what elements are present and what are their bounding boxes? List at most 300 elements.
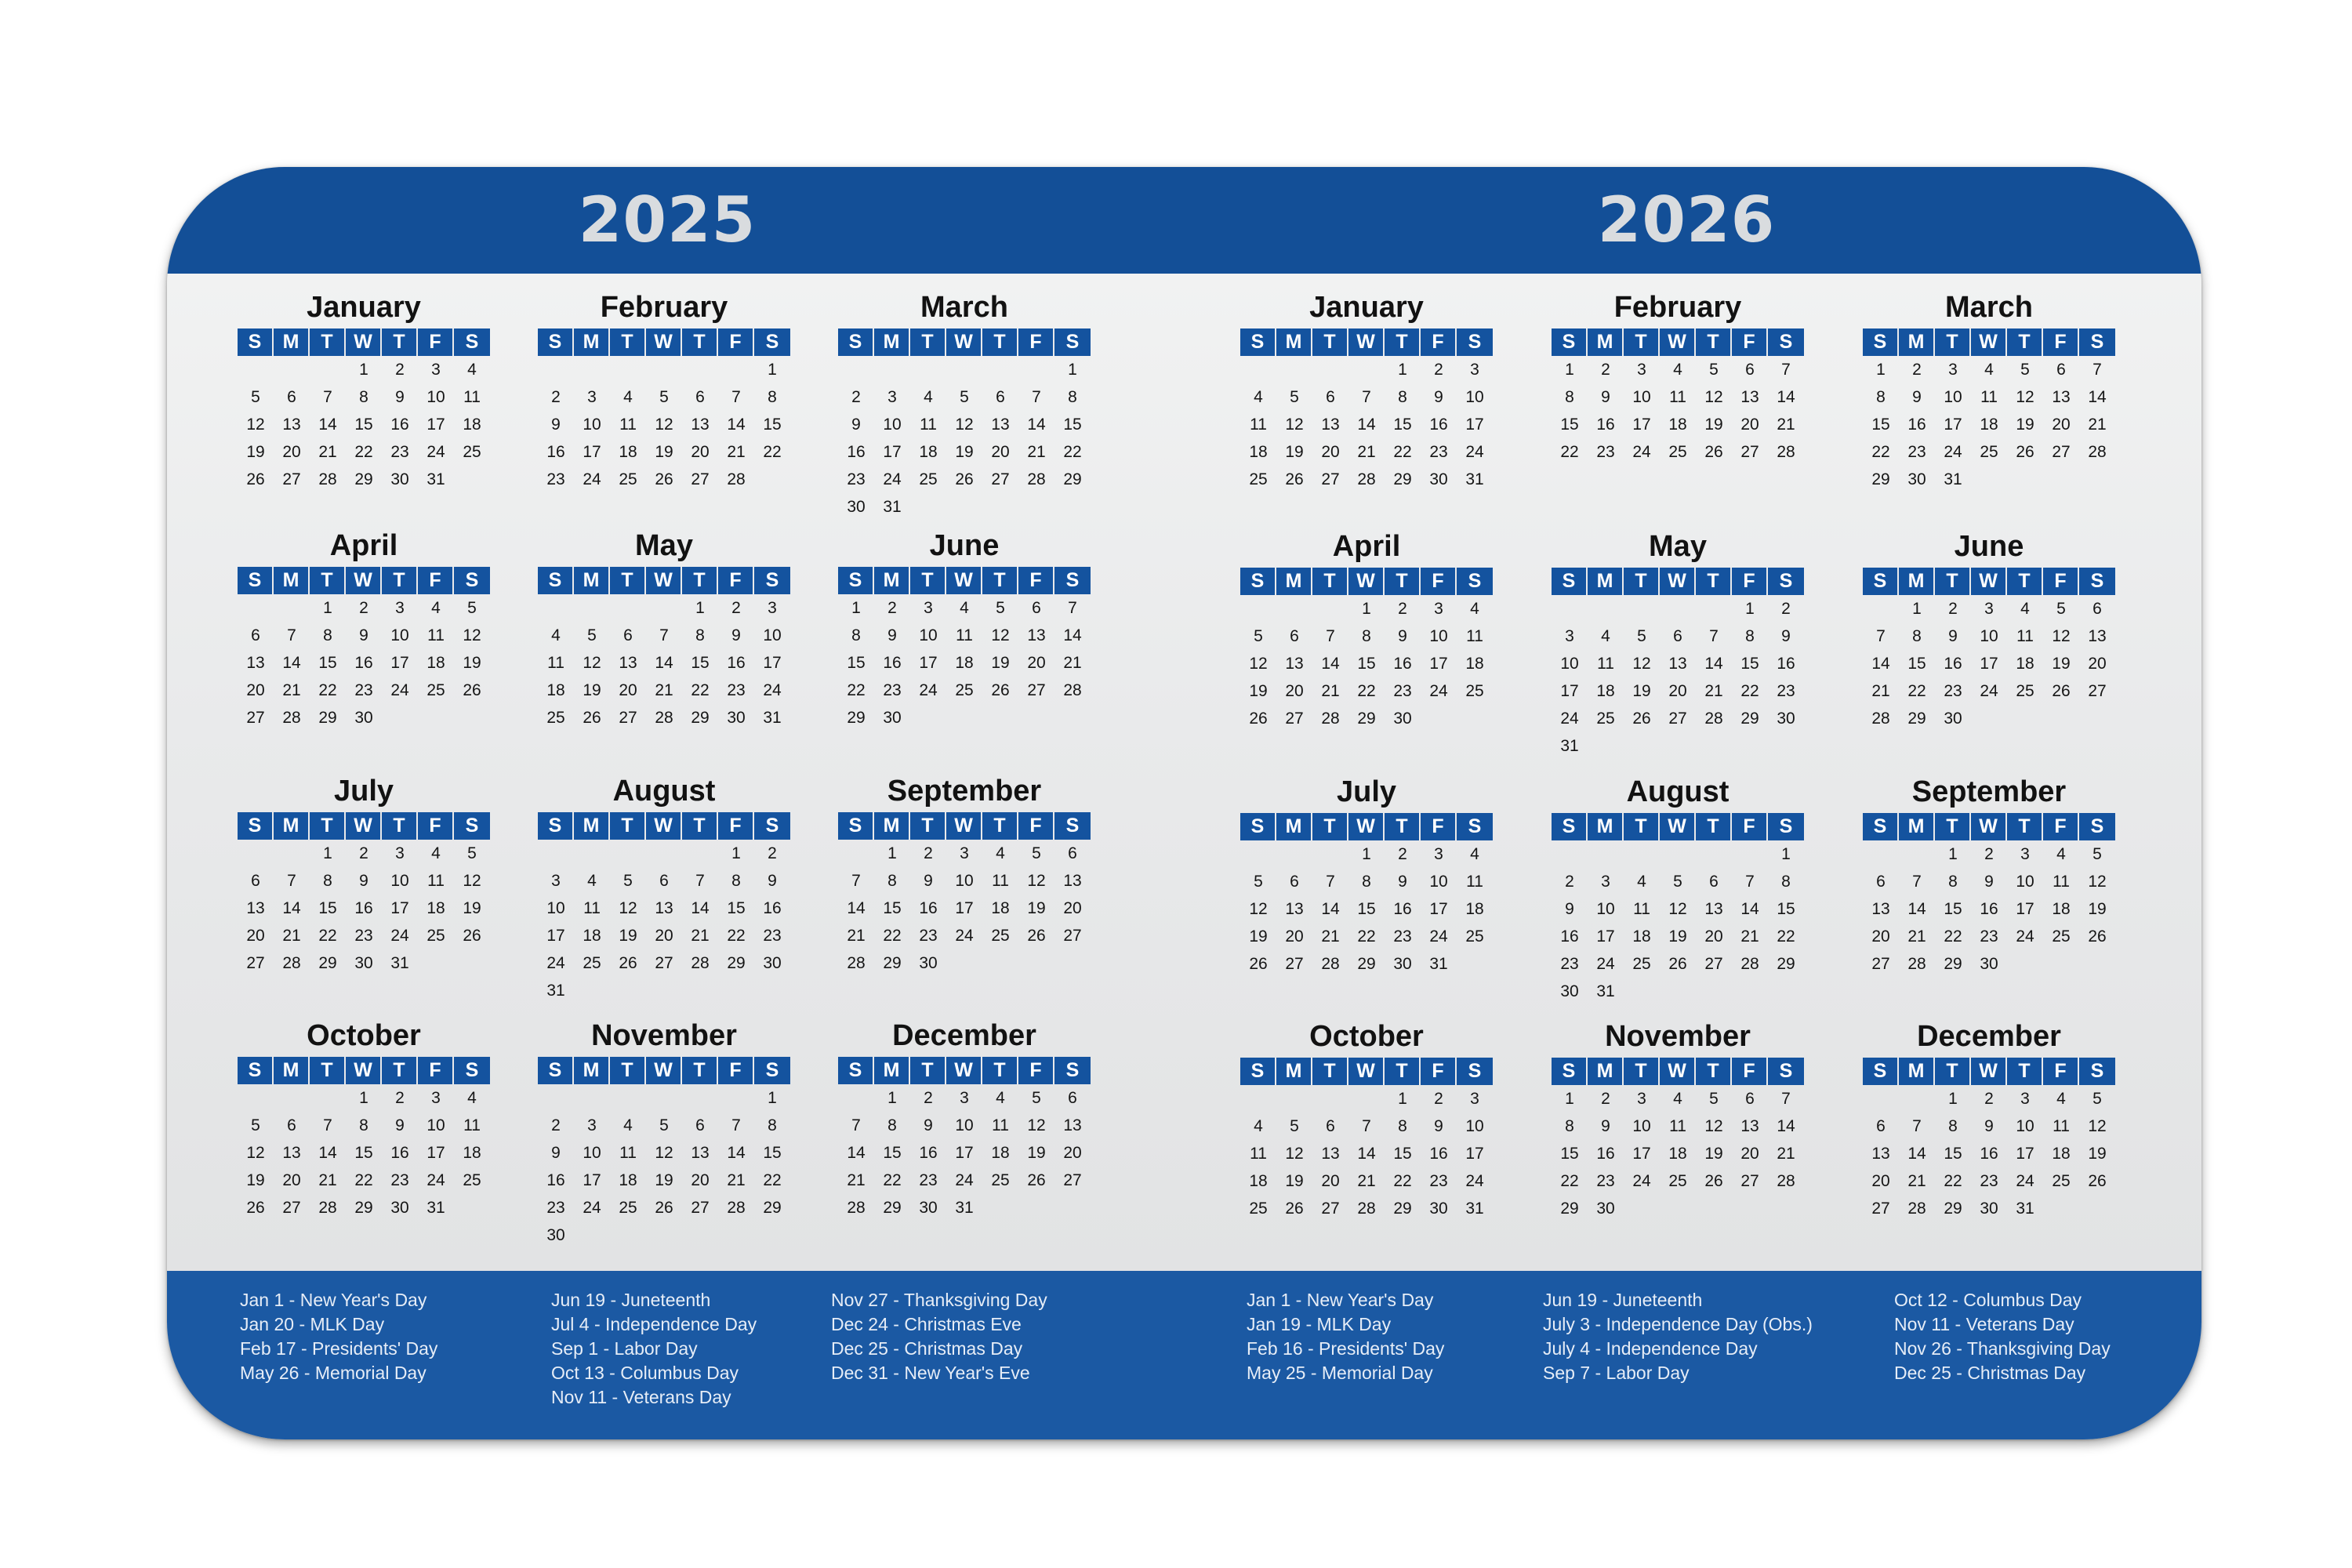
day-cell: 28 xyxy=(1777,443,1795,461)
empty-cell xyxy=(1240,1085,1276,1112)
day-cell: 13 xyxy=(1063,1116,1082,1134)
day-cell: 20 xyxy=(1871,927,1890,946)
day-cell: 8 xyxy=(1362,873,1371,891)
day-cell: 28 xyxy=(691,954,710,972)
day-cell: 7 xyxy=(851,1116,861,1134)
month-november-2025 xyxy=(538,1018,790,1249)
day-cell: 7 xyxy=(1709,627,1719,645)
day-cell: 8 xyxy=(695,626,705,644)
day-cell: 1 xyxy=(1948,1090,1958,1108)
empty-cell xyxy=(1240,840,1276,868)
holiday-item: Nov 27 - Thanksgiving Day xyxy=(831,1290,1047,1310)
day-cell: 5 xyxy=(960,388,969,406)
day-cell: 10 xyxy=(1429,627,1448,645)
day-cell: 23 xyxy=(763,927,782,945)
day-cell: 26 xyxy=(655,470,673,488)
day-cell: 19 xyxy=(1249,927,1268,946)
weekday-label: S xyxy=(754,328,790,356)
weekday-label: W xyxy=(646,1057,682,1084)
day-cell: 11 xyxy=(2053,873,2070,891)
day-cell: 12 xyxy=(1027,1116,1046,1134)
day-cell: 9 xyxy=(1398,873,1407,891)
month-name: March xyxy=(1945,291,2033,324)
day-cell: 20 xyxy=(1027,654,1046,672)
day-cell: 1 xyxy=(1876,361,1886,379)
day-cell: 15 xyxy=(1063,416,1082,434)
day-cell: 19 xyxy=(1249,682,1268,700)
weekday-label: T xyxy=(1935,568,1971,595)
day-cell: 1 xyxy=(1565,1090,1574,1108)
day-cell: 12 xyxy=(246,416,265,434)
day-cell: 2 xyxy=(1434,1090,1443,1108)
day-cell: 17 xyxy=(1560,682,1579,700)
day-cell: 10 xyxy=(883,416,902,434)
day-cell: 14 xyxy=(1027,416,1046,434)
empty-cell xyxy=(310,356,346,383)
weekday-label: T xyxy=(982,567,1018,594)
day-cell: 20 xyxy=(691,1171,710,1189)
empty-cell xyxy=(1348,356,1385,383)
weekday-header xyxy=(1240,568,1493,595)
weekday-label: M xyxy=(1899,328,1935,356)
month-april-2025 xyxy=(238,528,490,731)
day-grid xyxy=(1240,1085,1493,1222)
day-cell: 26 xyxy=(619,954,637,972)
day-cell: 15 xyxy=(354,416,373,434)
day-cell: 10 xyxy=(1632,1117,1651,1135)
day-cell: 15 xyxy=(354,1144,373,1162)
month-december-2025 xyxy=(838,1018,1091,1221)
day-cell: 4 xyxy=(1637,873,1646,891)
empty-cell xyxy=(1624,840,1660,868)
day-cell: 31 xyxy=(2016,1200,2034,1218)
weekday-label: T xyxy=(982,1057,1018,1084)
day-cell: 25 xyxy=(991,1171,1010,1189)
day-grid xyxy=(838,1084,1091,1221)
day-cell: 8 xyxy=(1362,627,1371,645)
day-cell: 15 xyxy=(1907,655,1926,673)
day-cell: 14 xyxy=(1871,655,1890,673)
day-cell: 11 xyxy=(427,626,445,644)
weekday-label: M xyxy=(274,328,310,356)
day-cell: 25 xyxy=(1668,443,1687,461)
weekday-label: T xyxy=(910,1057,946,1084)
day-cell: 27 xyxy=(1321,1200,1340,1218)
day-cell: 18 xyxy=(1465,655,1484,673)
day-cell: 25 xyxy=(919,470,938,488)
weekday-label: F xyxy=(2043,568,2079,595)
day-cell: 25 xyxy=(1249,1200,1268,1218)
empty-cell xyxy=(238,594,274,622)
day-cell: 14 xyxy=(282,654,301,672)
weekday-label: T xyxy=(1385,568,1421,595)
day-cell: 15 xyxy=(1944,1145,1962,1163)
day-cell: 9 xyxy=(1948,627,1958,645)
day-cell: 26 xyxy=(991,681,1010,699)
holiday-item: Jan 20 - MLK Day xyxy=(240,1314,385,1334)
day-grid xyxy=(1552,840,1804,1005)
day-cell: 11 xyxy=(583,899,601,917)
day-cell: 2 xyxy=(1601,361,1610,379)
day-cell: 10 xyxy=(583,416,601,434)
day-cell: 29 xyxy=(727,954,746,972)
day-cell: 15 xyxy=(1560,1145,1579,1163)
holiday-item: Feb 17 - Presidents' Day xyxy=(240,1338,438,1359)
day-cell: 22 xyxy=(1740,682,1759,700)
weekday-label: S xyxy=(1768,813,1804,840)
day-cell: 13 xyxy=(2088,627,2107,645)
day-cell: 31 xyxy=(426,470,445,488)
day-cell: 22 xyxy=(318,927,337,945)
day-cell: 16 xyxy=(763,899,782,917)
day-grid xyxy=(238,840,490,977)
day-cell: 14 xyxy=(1907,900,1926,918)
day-cell: 22 xyxy=(1357,682,1376,700)
empty-cell xyxy=(1696,595,1732,622)
day-cell: 7 xyxy=(1876,627,1886,645)
empty-cell xyxy=(274,356,310,383)
weekday-label: M xyxy=(874,567,910,594)
day-cell: 14 xyxy=(1321,655,1340,673)
day-cell: 31 xyxy=(1465,470,1484,488)
day-cell: 1 xyxy=(851,599,861,617)
month-october-2026 xyxy=(1240,1019,1493,1222)
day-cell: 20 xyxy=(1871,1172,1890,1190)
holiday-item: Feb 16 - Presidents' Day xyxy=(1247,1338,1445,1359)
weekday-label: T xyxy=(1696,568,1732,595)
day-cell: 20 xyxy=(2088,655,2107,673)
holiday-item: Jan 1 - New Year's Day xyxy=(240,1290,427,1310)
weekday-header xyxy=(838,812,1091,840)
month-march-2026 xyxy=(1863,290,2115,493)
day-cell: 13 xyxy=(246,654,265,672)
day-cell: 29 xyxy=(883,1199,902,1217)
day-cell: 17 xyxy=(763,654,782,672)
day-cell: 29 xyxy=(1944,955,1962,973)
day-cell: 8 xyxy=(1948,1117,1958,1135)
day-cell: 11 xyxy=(1250,1145,1267,1163)
day-cell: 19 xyxy=(2088,1145,2107,1163)
day-cell: 19 xyxy=(1668,927,1687,946)
day-cell: 1 xyxy=(1362,600,1371,618)
month-name: October xyxy=(1309,1020,1424,1053)
weekday-label: S xyxy=(538,812,574,840)
weekday-label: M xyxy=(874,1057,910,1084)
day-cell: 16 xyxy=(1429,416,1448,434)
day-cell: 22 xyxy=(1393,1172,1412,1190)
empty-cell xyxy=(1899,1085,1935,1112)
day-cell: 22 xyxy=(1907,682,1926,700)
day-cell: 15 xyxy=(883,899,902,917)
day-grid xyxy=(1863,1085,2115,1222)
weekday-label: M xyxy=(274,567,310,594)
day-cell: 6 xyxy=(1876,873,1886,891)
month-august-2025 xyxy=(538,774,790,1004)
day-cell: 10 xyxy=(1465,388,1484,406)
day-cell: 11 xyxy=(547,654,564,672)
day-cell: 2 xyxy=(1781,600,1791,618)
holiday-item: Dec 31 - New Year's Eve xyxy=(831,1363,1030,1383)
day-cell: 28 xyxy=(1027,470,1046,488)
day-cell: 17 xyxy=(1632,1145,1651,1163)
day-cell: 16 xyxy=(354,654,373,672)
day-cell: 4 xyxy=(2056,1090,2066,1108)
weekday-label: T xyxy=(910,328,946,356)
day-cell: 23 xyxy=(1980,927,1998,946)
day-cell: 2 xyxy=(768,844,777,862)
day-cell: 18 xyxy=(426,899,445,917)
day-cell: 24 xyxy=(1632,443,1651,461)
weekday-label: S xyxy=(1457,1058,1493,1085)
day-cell: 13 xyxy=(1740,1117,1759,1135)
day-cell: 22 xyxy=(1777,927,1795,946)
day-cell: 5 xyxy=(2092,1090,2102,1108)
day-cell: 24 xyxy=(763,681,782,699)
month-name: June xyxy=(1954,530,2024,563)
day-cell: 14 xyxy=(691,899,710,917)
day-cell: 15 xyxy=(691,654,710,672)
empty-cell xyxy=(682,1084,718,1112)
day-cell: 2 xyxy=(1984,1090,1994,1108)
day-cell: 9 xyxy=(851,416,861,434)
day-cell: 29 xyxy=(1393,470,1412,488)
day-cell: 7 xyxy=(287,626,296,644)
day-cell: 4 xyxy=(467,361,477,379)
weekday-label: F xyxy=(418,328,454,356)
weekday-label: W xyxy=(1348,568,1385,595)
day-cell: 19 xyxy=(2088,900,2107,918)
day-cell: 19 xyxy=(1027,1144,1046,1162)
day-cell: 15 xyxy=(1871,416,1890,434)
day-cell: 22 xyxy=(847,681,866,699)
day-cell: 20 xyxy=(282,1171,301,1189)
weekday-label: W xyxy=(1660,568,1696,595)
weekday-header xyxy=(838,328,1091,356)
day-cell: 30 xyxy=(1980,955,1998,973)
weekday-header xyxy=(538,567,790,594)
day-cell: 10 xyxy=(763,626,782,644)
month-march-2025 xyxy=(838,290,1091,521)
day-cell: 29 xyxy=(883,954,902,972)
day-cell: 22 xyxy=(1560,443,1579,461)
day-cell: 21 xyxy=(1777,1145,1795,1163)
day-cell: 27 xyxy=(1285,710,1304,728)
weekday-label: T xyxy=(310,567,346,594)
day-cell: 28 xyxy=(1321,710,1340,728)
weekday-label: F xyxy=(1018,328,1054,356)
weekday-header xyxy=(538,328,790,356)
day-cell: 17 xyxy=(390,899,409,917)
day-cell: 3 xyxy=(1948,361,1958,379)
day-cell: 20 xyxy=(1063,1144,1082,1162)
calendar-mat xyxy=(167,167,2201,1439)
day-cell: 13 xyxy=(691,1144,710,1162)
day-cell: 24 xyxy=(390,927,409,945)
weekday-label: T xyxy=(382,812,418,840)
day-cell: 2 xyxy=(1912,361,1922,379)
day-cell: 20 xyxy=(1740,416,1759,434)
holidays-2025-col-3 xyxy=(831,1288,1047,1385)
empty-cell xyxy=(874,356,910,383)
day-cell: 3 xyxy=(1470,361,1479,379)
day-cell: 12 xyxy=(619,899,637,917)
month-may-2025 xyxy=(538,528,790,731)
day-cell: 18 xyxy=(1465,900,1484,918)
day-cell: 17 xyxy=(1429,655,1448,673)
day-cell: 3 xyxy=(960,1089,969,1107)
day-cell: 26 xyxy=(1027,927,1046,945)
weekday-label: S xyxy=(838,328,874,356)
weekday-label: F xyxy=(718,1057,754,1084)
weekday-label: S xyxy=(1552,813,1588,840)
day-cell: 4 xyxy=(623,388,633,406)
day-cell: 6 xyxy=(1290,873,1299,891)
day-cell: 21 xyxy=(847,1171,866,1189)
day-cell: 20 xyxy=(2052,416,2071,434)
day-cell: 11 xyxy=(1597,655,1614,673)
day-cell: 6 xyxy=(695,388,705,406)
empty-cell xyxy=(646,840,682,867)
day-cell: 20 xyxy=(691,443,710,461)
day-cell: 3 xyxy=(431,1089,441,1107)
day-cell: 10 xyxy=(390,872,409,890)
day-grid xyxy=(538,594,790,731)
day-cell: 4 xyxy=(1673,361,1682,379)
day-cell: 5 xyxy=(659,388,669,406)
day-cell: 7 xyxy=(1032,388,1041,406)
day-cell: 26 xyxy=(2016,443,2034,461)
weekday-label: S xyxy=(1768,328,1804,356)
day-cell: 1 xyxy=(695,599,705,617)
day-cell: 3 xyxy=(1434,845,1443,863)
day-cell: 3 xyxy=(1565,627,1574,645)
day-cell: 10 xyxy=(1980,627,1998,645)
day-cell: 8 xyxy=(731,872,741,890)
day-cell: 18 xyxy=(583,927,601,945)
day-cell: 29 xyxy=(1560,1200,1579,1218)
day-cell: 7 xyxy=(323,1116,332,1134)
weekday-label: W xyxy=(1971,813,2007,840)
day-cell: 15 xyxy=(318,654,337,672)
day-cell: 14 xyxy=(727,416,746,434)
day-cell: 30 xyxy=(1944,710,1962,728)
day-cell: 18 xyxy=(619,1171,637,1189)
weekday-label: W xyxy=(946,328,982,356)
day-cell: 23 xyxy=(919,927,938,945)
weekday-label: S xyxy=(1240,813,1276,840)
day-cell: 6 xyxy=(251,872,260,890)
weekday-label: S xyxy=(1054,328,1091,356)
day-cell: 2 xyxy=(731,599,741,617)
weekday-label: F xyxy=(718,567,754,594)
day-cell: 2 xyxy=(924,844,933,862)
weekday-header xyxy=(238,567,490,594)
day-cell: 27 xyxy=(1871,955,1890,973)
empty-cell xyxy=(1276,356,1312,383)
empty-cell xyxy=(274,1084,310,1112)
day-cell: 11 xyxy=(1250,416,1267,434)
month-name: July xyxy=(1336,775,1397,808)
weekday-label: M xyxy=(274,1057,310,1084)
day-cell: 14 xyxy=(1907,1145,1926,1163)
day-cell: 10 xyxy=(1632,388,1651,406)
day-cell: 24 xyxy=(1560,710,1579,728)
empty-cell xyxy=(1588,840,1624,868)
day-cell: 21 xyxy=(655,681,673,699)
day-cell: 26 xyxy=(1249,955,1268,973)
day-cell: 13 xyxy=(1027,626,1046,644)
day-cell: 12 xyxy=(246,1144,265,1162)
day-cell: 27 xyxy=(691,1199,710,1217)
day-cell: 18 xyxy=(463,416,481,434)
day-cell: 17 xyxy=(1632,416,1651,434)
day-cell: 24 xyxy=(1632,1172,1651,1190)
weekday-label: S xyxy=(1054,1057,1091,1084)
day-cell: 26 xyxy=(1285,1200,1304,1218)
day-cell: 28 xyxy=(1871,710,1890,728)
day-cell: 23 xyxy=(546,1199,565,1217)
day-cell: 10 xyxy=(546,899,565,917)
weekday-label: M xyxy=(1588,568,1624,595)
day-cell: 4 xyxy=(2056,845,2066,863)
weekday-label: T xyxy=(382,1057,418,1084)
day-cell: 17 xyxy=(1465,1145,1484,1163)
holiday-item: Dec 25 - Christmas Day xyxy=(831,1338,1023,1359)
day-cell: 28 xyxy=(1357,1200,1376,1218)
day-cell: 3 xyxy=(1637,361,1646,379)
day-cell: 16 xyxy=(1596,416,1615,434)
empty-cell xyxy=(238,356,274,383)
day-cell: 13 xyxy=(282,1144,301,1162)
day-grid xyxy=(238,1084,490,1221)
empty-cell xyxy=(838,840,874,867)
day-cell: 26 xyxy=(1704,443,1723,461)
day-cell: 1 xyxy=(1948,845,1958,863)
weekday-label: T xyxy=(2007,1058,2043,1085)
weekday-header xyxy=(1863,328,2115,356)
day-cell: 2 xyxy=(1984,845,1994,863)
day-cell: 9 xyxy=(768,872,777,890)
day-cell: 14 xyxy=(1777,1117,1795,1135)
day-cell: 27 xyxy=(991,470,1010,488)
day-cell: 4 xyxy=(467,1089,477,1107)
day-cell: 12 xyxy=(1027,872,1046,890)
day-cell: 11 xyxy=(1466,627,1483,645)
day-cell: 1 xyxy=(1398,361,1407,379)
day-cell: 2 xyxy=(359,844,368,862)
day-cell: 2 xyxy=(1565,873,1574,891)
day-cell: 23 xyxy=(919,1171,938,1189)
day-grid xyxy=(1552,595,1804,760)
day-cell: 5 xyxy=(1254,627,1263,645)
day-cell: 19 xyxy=(991,654,1010,672)
day-cell: 13 xyxy=(1321,416,1340,434)
day-cell: 28 xyxy=(1357,470,1376,488)
day-cell: 8 xyxy=(1876,388,1886,406)
day-cell: 27 xyxy=(246,709,265,727)
day-cell: 16 xyxy=(546,1171,565,1189)
day-cell: 4 xyxy=(623,1116,633,1134)
day-cell: 6 xyxy=(1290,627,1299,645)
day-cell: 24 xyxy=(1429,682,1448,700)
day-cell: 21 xyxy=(727,443,746,461)
day-cell: 24 xyxy=(1980,682,1998,700)
day-cell: 31 xyxy=(1596,982,1615,1000)
weekday-label: W xyxy=(1348,328,1385,356)
empty-cell xyxy=(274,594,310,622)
day-cell: 10 xyxy=(2016,1117,2034,1135)
weekday-label: W xyxy=(1971,328,2007,356)
